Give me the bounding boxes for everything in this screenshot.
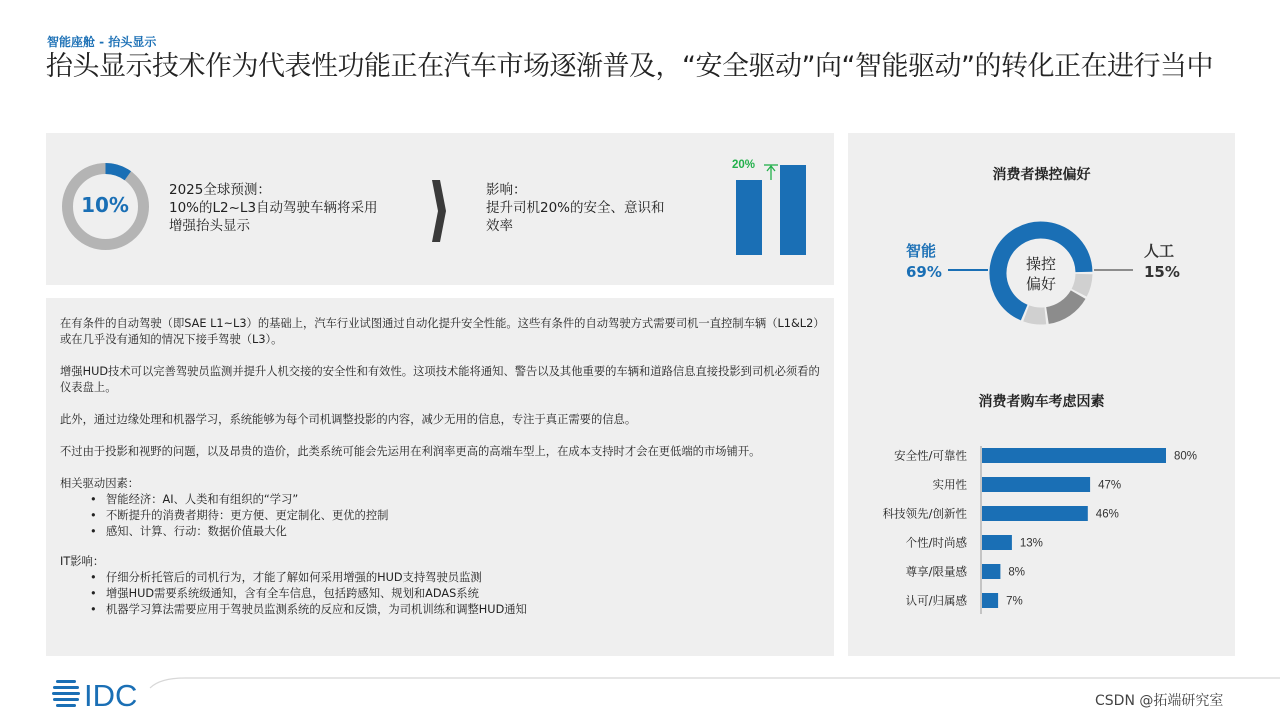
donut-segment-forecast [106, 169, 128, 176]
it-impact-item: • 增强HUD需要系统级通知，含有全车信息，包括跨感知、规划和ADAS系统 [60, 586, 820, 602]
factor-value-label: 7% [1006, 595, 1023, 608]
factor-value-label: 8% [1008, 566, 1026, 579]
forecast-panel [46, 133, 834, 285]
forecast-line-2: 10%的L2~L3自动驾驶车辆将采用 [169, 200, 378, 216]
factor-bar [982, 448, 1166, 463]
paragraph-3: 此外，通过边缘处理和机器学习，系统能够为每个司机调整投影的内容，减少无用的信息，专注于真正需要的信息。 [60, 413, 637, 426]
factor-value-label: 47% [1098, 479, 1122, 492]
impact-mini-bar-chart [728, 155, 808, 259]
section-kicker: 智能座舱 - 抬头显示 [47, 35, 157, 49]
impact-line-3: 效率 [486, 218, 513, 234]
forecast-percent: 10% [81, 193, 129, 217]
impact-line-1: 影响： [486, 182, 527, 198]
preference-title: 消费者操控偏好 [992, 167, 1091, 183]
factor-bar [982, 535, 1012, 550]
smart-name: 智能 [906, 242, 937, 260]
consumer-panel [848, 133, 1235, 656]
it-impact-list [60, 570, 820, 618]
smart-percent: 69% [906, 263, 942, 281]
drivers-list [60, 492, 820, 540]
factor-value-label: 13% [1019, 537, 1043, 550]
manual-label [1144, 241, 1180, 283]
factor-bar [982, 593, 998, 608]
factors-bar-chart [848, 433, 1235, 619]
center-line-2: 偏好 [1025, 275, 1056, 293]
mini-bar-before [736, 180, 762, 255]
driver-item: • 不断提升的消费者期待：更方便、更定制化、更优的控制 [60, 508, 820, 524]
chevron-right-icon [432, 180, 446, 242]
factor-bar [982, 477, 1090, 492]
impact-text [486, 181, 665, 235]
factors-title: 消费者购车考虑因素 [978, 394, 1105, 410]
driver-item: • 感知、计算、行动：数据价值最大化 [60, 524, 820, 540]
factor-category-label: 认可/归属感 [905, 593, 967, 608]
mini-bar-after [780, 165, 806, 255]
it-impact-heading: IT影响： [60, 555, 105, 568]
donut-segment-other [1079, 274, 1084, 293]
paragraph-4: 不过由于投影和视野的问题，以及昂贵的造价，此类系统可能会先运用在利润率更高的高端车型上，在成本支持时才会在更低端的市场铺开。 [60, 445, 761, 458]
factor-category-label: 安全性/可靠性 [894, 448, 967, 463]
body-text [60, 316, 820, 632]
forecast-text [169, 181, 378, 235]
drivers-heading: 相关驱动因素： [60, 477, 140, 490]
factor-bar [982, 564, 1000, 579]
smart-label [906, 241, 942, 283]
paragraph-1: 在有条件的自动驾驶（即SAE L1~L3）的基础上，汽车行业试图通过自动化提升安全性能。这些有条件的自动驾驶方式需要司机一直控制车辆（L1&L2）或在几乎没有通知的情况下接手驾驶（L3）。 [60, 317, 819, 346]
body-text-panel [46, 298, 834, 656]
factor-bar [982, 506, 1088, 521]
factor-category-label: 科技领先/创新性 [882, 506, 967, 521]
factor-value-label: 46% [1095, 508, 1119, 521]
logo-text: IDC [84, 678, 138, 710]
factor-category-label: 个性/时尚感 [905, 535, 967, 550]
factor-category-label: 尊享/限量感 [905, 564, 967, 579]
page-title: 抬头显示技术作为代表性功能正在汽车市场逐渐普及，“安全驱动”向“智能驱动”的转化正在进行当中 [46, 51, 1213, 82]
watermark: CSDN @拓端研究室 [1095, 693, 1224, 709]
it-impact-group [60, 554, 820, 618]
factor-value-label: 80% [1174, 450, 1198, 463]
impact-line-2: 提升司机20%的安全、意识和 [486, 200, 665, 216]
mini-bar-label: 20% [732, 159, 756, 171]
center-line-1: 操控 [1025, 255, 1056, 273]
factor-category-label: 实用性 [932, 477, 967, 492]
forecast-line-1: 2025全球预测： [169, 182, 271, 198]
idc-logo [52, 676, 152, 710]
it-impact-item: • 机器学习算法需要应用于驾驶员监测系统的反应和反馈，为司机训练和调整HUD通知 [60, 602, 820, 618]
paragraph-2: 增强HUD技术可以完善驾驶员监测并提升人机交接的安全性和有效性。这项技术能将通知、警告以及其他重要的车辆和道路信息直接投影到司机必须看的仪表盘上。 [60, 365, 820, 394]
drivers-group [60, 476, 820, 540]
donut-center-label [1018, 254, 1064, 294]
forecast-line-3: 增强抬头显示 [169, 218, 250, 234]
manual-percent: 15% [1144, 263, 1180, 281]
driver-item: • 智能经济：AI、人类和有组织的“学习” [60, 492, 820, 508]
donut-segment-manual [1047, 295, 1078, 316]
it-impact-item: • 仔细分析托管后的司机行为，才能了解如何采用增强的HUD支持驾驶员监测 [60, 570, 820, 586]
donut-segment-other [1026, 313, 1045, 316]
manual-name: 人工 [1144, 242, 1175, 260]
